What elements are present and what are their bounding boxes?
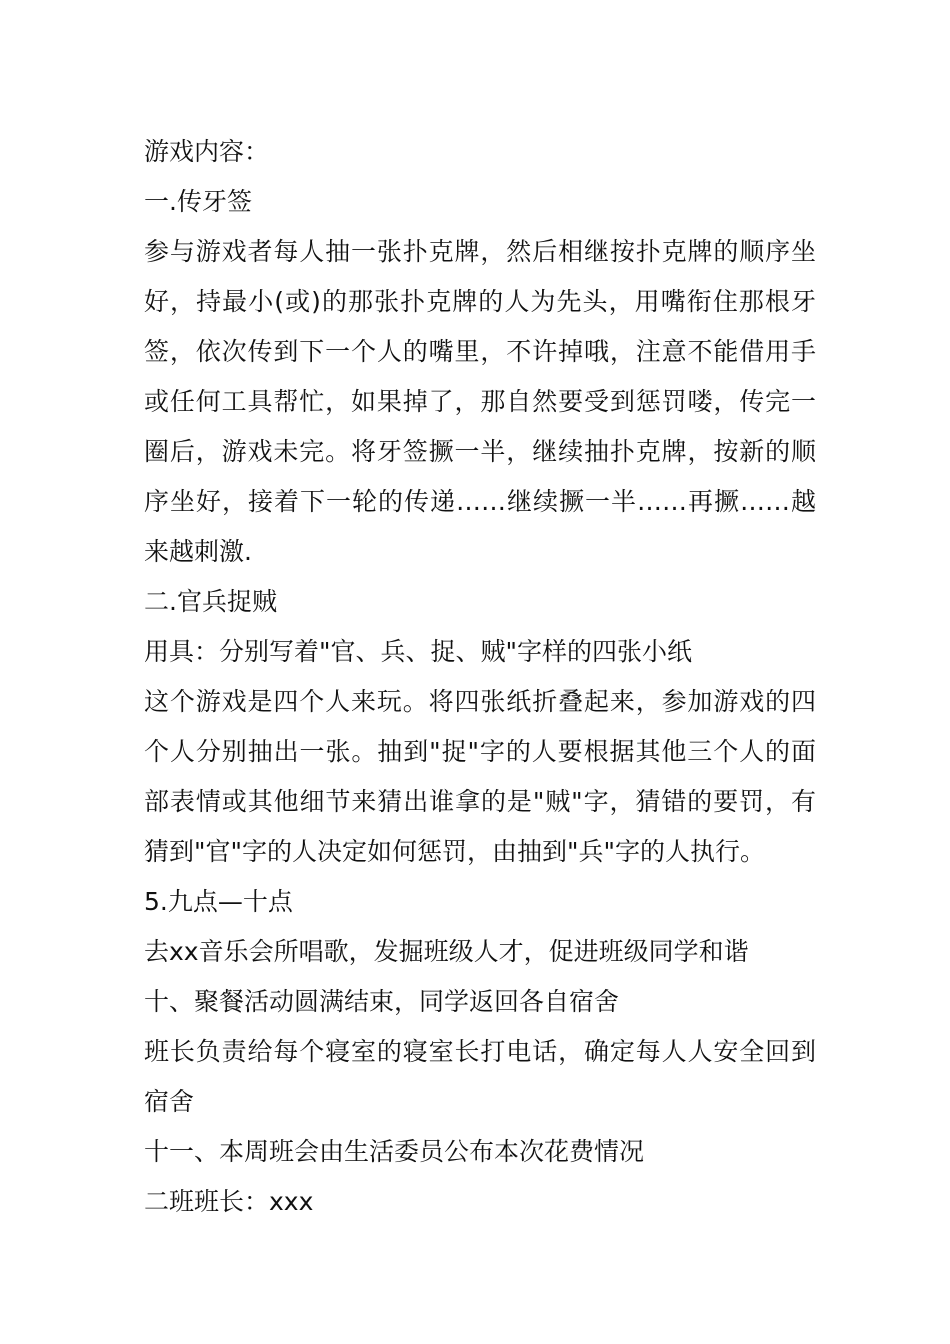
game-two-title: 二.官兵捉贼 (144, 587, 277, 616)
karaoke-activity: 去xx音乐会所唱歌，发掘班级人才，促进班级同学和谐 (144, 937, 749, 966)
signature-line: 二班班长：xxx (144, 1187, 314, 1216)
game-two-rules: 这个游戏是四个人来玩。将四张纸折叠起来，参加游戏的四个人分别抽出一张。抽到"捉"字的人要根据其他三个人的面部表情或其他细节来猜出谁拿的是"贼"字，猜错的要罚，有猜到"官"字的人决定如何惩罚，由抽到"兵"字的人执行。 (144, 687, 816, 866)
game-one-rules: 参与游戏者每人抽一张扑克牌，然后相继按扑克牌的顺序坐好，持最小(或)的那张扑克牌的人为先头，用嘴衔住那根牙签，依次传到下一个人的嘴里，不许掉哦，注意不能借用手或任何工具帮忙，如果掉了，那自然要受到惩罚喽，传完一圈后，游戏未完。将牙签撅一半，继续抽扑克牌，按新的顺序坐好，接着下一轮的传递……继续撅一半……再撅……越来越刺激. (144, 237, 816, 566)
game-one-title: 一.传牙签 (144, 187, 252, 216)
section-eleven-heading: 十一、本周班会由生活委员公布本次花费情况 (144, 1137, 645, 1166)
section-heading-game-content: 游戏内容： (144, 137, 270, 166)
schedule-time-heading: 5.九点—十点 (144, 887, 293, 916)
safety-check-text: 班长负责给每个寝室的寝室长打电话，确定每人人安全回到宿舍 (144, 1037, 816, 1116)
document-body (144, 127, 816, 1227)
game-two-equipment: 用具：分别写着"官、兵、捉、贼"字样的四张小纸 (144, 637, 692, 666)
section-ten-heading: 十、聚餐活动圆满结束，同学返回各自宿舍 (144, 987, 620, 1016)
